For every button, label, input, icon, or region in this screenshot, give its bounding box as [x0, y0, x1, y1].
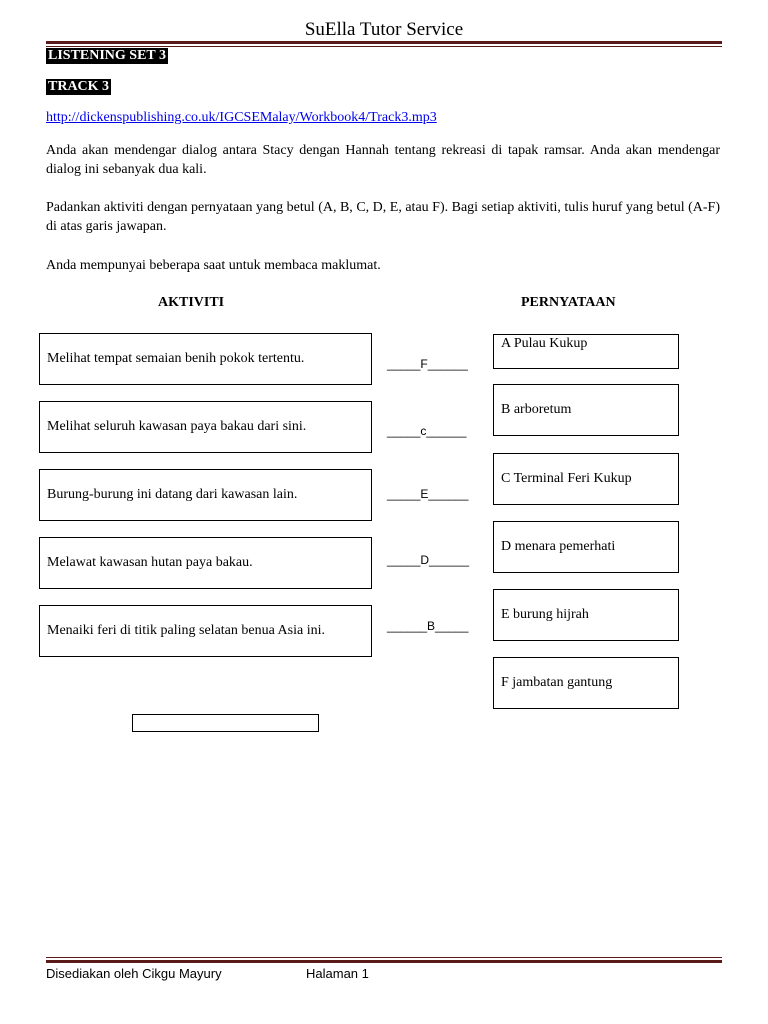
footer-prepared-by: Disediakan oleh Cikgu Mayury	[46, 966, 222, 981]
instruction-intro: Anda akan mendengar dialog antara Stacy dengan Hannah tentang rekreasi di tapak ramsar. Anda akan mendengar dialog ini sebanyak dua kali.	[46, 143, 720, 177]
activity-box-1	[39, 333, 372, 385]
statement-box-a	[493, 334, 679, 369]
activity-text: Burung-burung ini datang dari kawasan lain.	[47, 487, 298, 502]
statement-text: C Terminal Feri Kukup	[501, 471, 632, 486]
statement-text: A Pulau Kukup	[501, 336, 588, 351]
statement-text: E burung hijrah	[501, 607, 589, 622]
audio-link[interactable]: http://dickenspublishing.co.uk/IGCSEMalay/Workbook4/Track3.mp3	[46, 110, 437, 125]
answer-line-5[interactable]: ______B_____	[387, 619, 469, 633]
header-title: SuElla Tutor Service	[304, 19, 464, 40]
instruction-read: Anda mempunyai beberapa saat untuk membaca maklumat.	[46, 258, 381, 273]
activity-box-2	[39, 401, 372, 453]
empty-answer-box[interactable]	[132, 714, 319, 732]
answer-line-3[interactable]: _____E______	[387, 487, 469, 501]
statement-text: B arboretum	[501, 402, 572, 417]
statement-text: D menara pemerhati	[501, 539, 616, 554]
footer-page-number: Halaman 1	[306, 966, 369, 981]
statement-box-c	[493, 453, 679, 505]
footer-rule-thick	[46, 960, 722, 963]
statement-box-b	[493, 384, 679, 436]
statements-heading: PERNYATAAN	[521, 295, 616, 310]
statement-box-d	[493, 521, 679, 573]
answer-line-2[interactable]: _____c______	[387, 424, 467, 438]
activity-text: Melihat seluruh kawasan paya bakau dari sini.	[47, 419, 307, 434]
activities-heading: AKTIVITI	[158, 295, 225, 310]
header-rule-thick	[46, 41, 722, 44]
track-label: TRACK 3	[48, 79, 110, 94]
activity-box-5	[39, 605, 372, 657]
activity-text: Melihat tempat semaian benih pokok tertentu.	[47, 351, 305, 366]
activity-text: Melawat kawasan hutan paya bakau.	[47, 555, 253, 570]
set-label: LISTENING SET 3	[48, 48, 167, 63]
activity-box-4	[39, 537, 372, 589]
statement-box-f	[493, 657, 679, 709]
header-rule-thin	[46, 46, 722, 47]
statement-box-e	[493, 589, 679, 641]
footer-rule-thin	[46, 957, 722, 958]
answer-line-4[interactable]: _____D______	[387, 553, 470, 567]
activity-box-3	[39, 469, 372, 521]
instruction-match: Padankan aktiviti dengan pernyataan yang betul (A, B, C, D, E, atau F). Bagi setiap aktiviti, tulis huruf yang betul (A-F) di atas garis jawapan.	[46, 200, 720, 234]
activity-text: Menaiki feri di titik paling selatan benua Asia ini.	[47, 623, 325, 638]
statement-text: F jambatan gantung	[501, 675, 613, 690]
answer-line-1[interactable]: _____F______	[387, 357, 468, 371]
